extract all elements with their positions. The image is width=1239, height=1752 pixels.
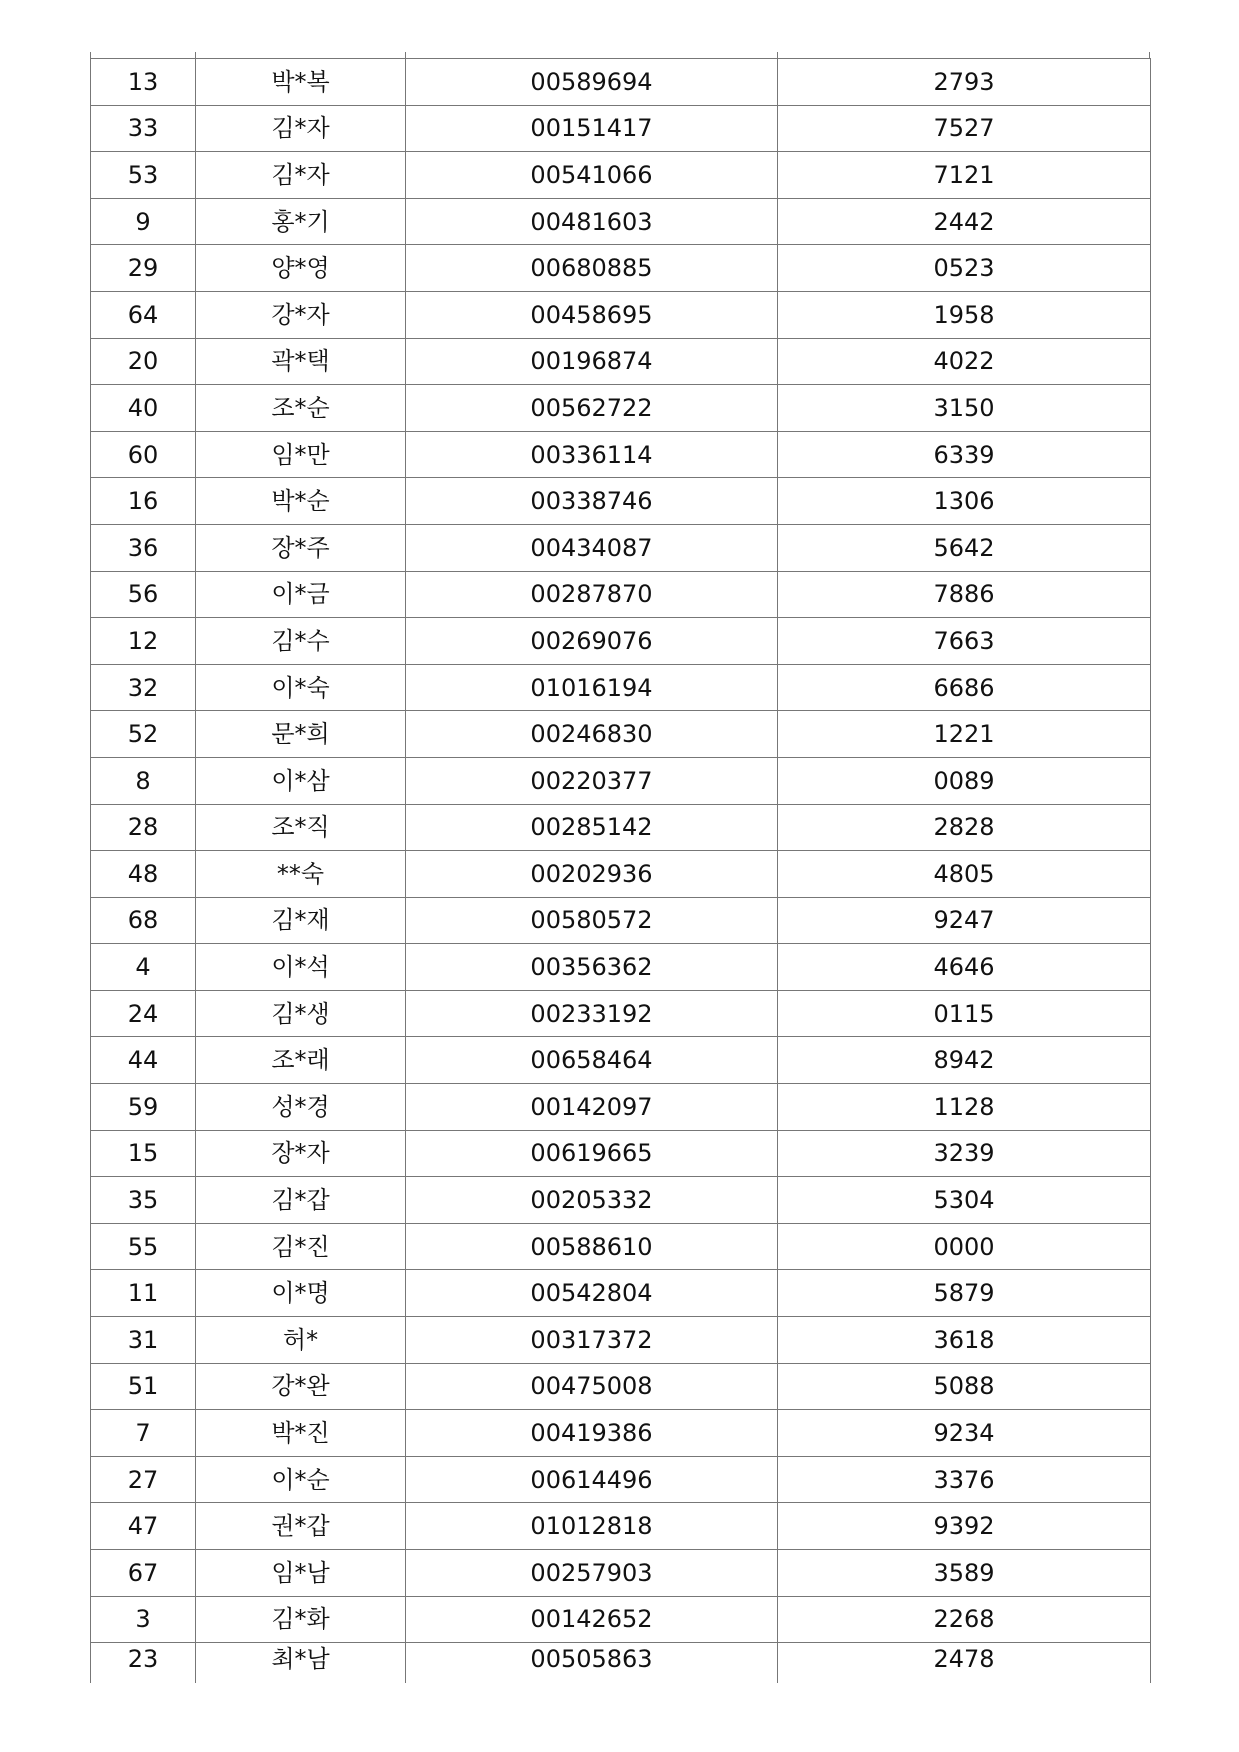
code-cell: 7527 — [778, 105, 1151, 152]
name-cell: 이*석 — [196, 944, 406, 991]
id-number-cell: 00588610 — [406, 1223, 778, 1270]
id-number-cell: 00257903 — [406, 1550, 778, 1597]
id-number-cell: 00589694 — [406, 59, 778, 106]
code-cell: 3150 — [778, 385, 1151, 432]
table-row — [91, 198, 1151, 245]
name-cell: 장*자 — [196, 1130, 406, 1177]
table-row — [91, 385, 1151, 432]
name-cell: 조*래 — [196, 1037, 406, 1084]
table-row — [91, 338, 1151, 385]
name-cell: 허* — [196, 1317, 406, 1364]
row-number-cell: 28 — [91, 804, 196, 851]
name-cell: 홍*기 — [196, 198, 406, 245]
table-row — [91, 1643, 1151, 1684]
id-number-cell: 00246830 — [406, 711, 778, 758]
table-row — [91, 618, 1151, 665]
code-cell: 2828 — [778, 804, 1151, 851]
id-number-cell: 00481603 — [406, 198, 778, 245]
table-row — [91, 1270, 1151, 1317]
id-number-cell: 00336114 — [406, 431, 778, 478]
row-number-cell: 3 — [91, 1596, 196, 1643]
row-number-cell: 9 — [91, 198, 196, 245]
row-number-cell: 24 — [91, 990, 196, 1037]
row-number-cell: 15 — [91, 1130, 196, 1177]
row-number-cell: 36 — [91, 524, 196, 571]
id-number-cell: 00220377 — [406, 757, 778, 804]
table-row — [91, 990, 1151, 1037]
id-number-cell: 00541066 — [406, 152, 778, 199]
code-cell: 1128 — [778, 1084, 1151, 1131]
table-row — [91, 1410, 1151, 1457]
code-cell: 3239 — [778, 1130, 1151, 1177]
table-row — [91, 431, 1151, 478]
row-number-cell: 23 — [91, 1643, 196, 1684]
table-row — [91, 245, 1151, 292]
row-number-cell: 32 — [91, 664, 196, 711]
row-number-cell: 12 — [91, 618, 196, 665]
name-cell: 임*만 — [196, 431, 406, 478]
table-row — [91, 1223, 1151, 1270]
row-number-cell: 56 — [91, 571, 196, 618]
name-cell: 이*숙 — [196, 664, 406, 711]
name-cell: 강*완 — [196, 1363, 406, 1410]
id-number-cell: 00542804 — [406, 1270, 778, 1317]
id-number-cell: 00142097 — [406, 1084, 778, 1131]
row-number-cell: 47 — [91, 1503, 196, 1550]
table-row — [91, 1503, 1151, 1550]
table-row — [91, 1363, 1151, 1410]
code-cell: 3589 — [778, 1550, 1151, 1597]
name-cell: 박*복 — [196, 59, 406, 106]
name-cell: 김*재 — [196, 897, 406, 944]
name-cell: 곽*택 — [196, 338, 406, 385]
name-cell: 이*명 — [196, 1270, 406, 1317]
id-number-cell: 00151417 — [406, 105, 778, 152]
id-number-cell: 00233192 — [406, 990, 778, 1037]
name-cell: 양*영 — [196, 245, 406, 292]
table-row — [91, 1317, 1151, 1364]
name-cell: 이*삼 — [196, 757, 406, 804]
code-cell: 2793 — [778, 59, 1151, 106]
name-cell: 최*남 — [196, 1643, 406, 1684]
code-cell: 0000 — [778, 1223, 1151, 1270]
name-cell: 김*생 — [196, 990, 406, 1037]
name-cell: 이*금 — [196, 571, 406, 618]
table-row — [91, 1177, 1151, 1224]
id-number-cell: 00458695 — [406, 291, 778, 338]
name-cell: 김*자 — [196, 152, 406, 199]
table-row — [91, 1084, 1151, 1131]
row-number-cell: 20 — [91, 338, 196, 385]
code-cell: 7121 — [778, 152, 1151, 199]
id-number-cell: 00505863 — [406, 1643, 778, 1684]
id-number-cell: 00434087 — [406, 524, 778, 571]
id-number-cell: 00285142 — [406, 804, 778, 851]
row-number-cell: 16 — [91, 478, 196, 525]
table-row — [91, 804, 1151, 851]
code-cell: 2442 — [778, 198, 1151, 245]
table-row — [91, 711, 1151, 758]
name-cell: 임*남 — [196, 1550, 406, 1597]
code-cell: 5642 — [778, 524, 1151, 571]
code-cell: 4805 — [778, 851, 1151, 898]
table-row — [91, 571, 1151, 618]
name-cell: 박*진 — [196, 1410, 406, 1457]
code-cell: 1306 — [778, 478, 1151, 525]
id-number-cell: 00269076 — [406, 618, 778, 665]
code-cell: 5304 — [778, 1177, 1151, 1224]
id-number-cell: 00317372 — [406, 1317, 778, 1364]
id-number-cell: 00680885 — [406, 245, 778, 292]
name-cell: 권*갑 — [196, 1503, 406, 1550]
table-row — [91, 105, 1151, 152]
id-number-cell: 00619665 — [406, 1130, 778, 1177]
table-row — [91, 897, 1151, 944]
table-row — [91, 1456, 1151, 1503]
row-number-cell: 68 — [91, 897, 196, 944]
code-cell: 5088 — [778, 1363, 1151, 1410]
table-row — [91, 59, 1151, 106]
name-cell: 강*자 — [196, 291, 406, 338]
name-cell: 성*경 — [196, 1084, 406, 1131]
code-cell: 5879 — [778, 1270, 1151, 1317]
row-number-cell: 31 — [91, 1317, 196, 1364]
code-cell: 6339 — [778, 431, 1151, 478]
id-number-cell: 00658464 — [406, 1037, 778, 1084]
table-row — [91, 664, 1151, 711]
id-number-cell: 00205332 — [406, 1177, 778, 1224]
code-cell: 9234 — [778, 1410, 1151, 1457]
name-cell: 김*화 — [196, 1596, 406, 1643]
id-number-cell: 01016194 — [406, 664, 778, 711]
code-cell: 4646 — [778, 944, 1151, 991]
table-row — [91, 1037, 1151, 1084]
row-number-cell: 55 — [91, 1223, 196, 1270]
code-cell: 8942 — [778, 1037, 1151, 1084]
id-number-cell: 00142652 — [406, 1596, 778, 1643]
row-number-cell: 35 — [91, 1177, 196, 1224]
code-cell: 4022 — [778, 338, 1151, 385]
row-number-cell: 59 — [91, 1084, 196, 1131]
row-number-cell: 4 — [91, 944, 196, 991]
id-number-cell: 00338746 — [406, 478, 778, 525]
code-cell: 7886 — [778, 571, 1151, 618]
name-cell: 김*수 — [196, 618, 406, 665]
row-number-cell: 48 — [91, 851, 196, 898]
row-number-cell: 8 — [91, 757, 196, 804]
name-cell: 김*갑 — [196, 1177, 406, 1224]
code-cell: 2478 — [778, 1643, 1151, 1684]
name-cell: 김*자 — [196, 105, 406, 152]
id-number-cell: 00419386 — [406, 1410, 778, 1457]
id-number-cell: 00202936 — [406, 851, 778, 898]
table-row — [91, 291, 1151, 338]
table-row — [91, 851, 1151, 898]
code-cell: 3376 — [778, 1456, 1151, 1503]
id-number-cell: 00287870 — [406, 571, 778, 618]
name-cell: 문*희 — [196, 711, 406, 758]
name-cell: 조*순 — [196, 385, 406, 432]
id-number-cell: 00356362 — [406, 944, 778, 991]
code-cell: 0089 — [778, 757, 1151, 804]
code-cell: 3618 — [778, 1317, 1151, 1364]
name-cell: 김*진 — [196, 1223, 406, 1270]
row-number-cell: 11 — [91, 1270, 196, 1317]
code-cell: 7663 — [778, 618, 1151, 665]
name-cell: 조*직 — [196, 804, 406, 851]
row-number-cell: 13 — [91, 59, 196, 106]
id-number-cell: 00614496 — [406, 1456, 778, 1503]
code-cell: 0523 — [778, 245, 1151, 292]
table-row — [91, 1596, 1151, 1643]
id-number-cell: 01012818 — [406, 1503, 778, 1550]
row-number-cell: 64 — [91, 291, 196, 338]
code-cell: 6686 — [778, 664, 1151, 711]
row-number-cell: 60 — [91, 431, 196, 478]
table-row — [91, 152, 1151, 199]
name-cell: 장*주 — [196, 524, 406, 571]
row-number-cell: 7 — [91, 1410, 196, 1457]
table-row — [91, 944, 1151, 991]
data-table — [90, 58, 1151, 1683]
name-cell: **숙 — [196, 851, 406, 898]
id-number-cell: 00475008 — [406, 1363, 778, 1410]
row-number-cell: 53 — [91, 152, 196, 199]
row-number-cell: 33 — [91, 105, 196, 152]
table-row — [91, 1550, 1151, 1597]
table-body — [91, 59, 1151, 1684]
row-number-cell: 51 — [91, 1363, 196, 1410]
code-cell: 1221 — [778, 711, 1151, 758]
row-number-cell: 40 — [91, 385, 196, 432]
table-row — [91, 1130, 1151, 1177]
code-cell: 9247 — [778, 897, 1151, 944]
code-cell: 1958 — [778, 291, 1151, 338]
id-number-cell: 00562722 — [406, 385, 778, 432]
name-cell: 박*순 — [196, 478, 406, 525]
table-row — [91, 524, 1151, 571]
id-number-cell: 00580572 — [406, 897, 778, 944]
id-number-cell: 00196874 — [406, 338, 778, 385]
row-number-cell: 52 — [91, 711, 196, 758]
code-cell: 0115 — [778, 990, 1151, 1037]
row-number-cell: 67 — [91, 1550, 196, 1597]
table-row — [91, 757, 1151, 804]
row-number-cell: 27 — [91, 1456, 196, 1503]
row-number-cell: 44 — [91, 1037, 196, 1084]
table-row — [91, 478, 1151, 525]
code-cell: 2268 — [778, 1596, 1151, 1643]
code-cell: 9392 — [778, 1503, 1151, 1550]
row-number-cell: 29 — [91, 245, 196, 292]
name-cell: 이*순 — [196, 1456, 406, 1503]
